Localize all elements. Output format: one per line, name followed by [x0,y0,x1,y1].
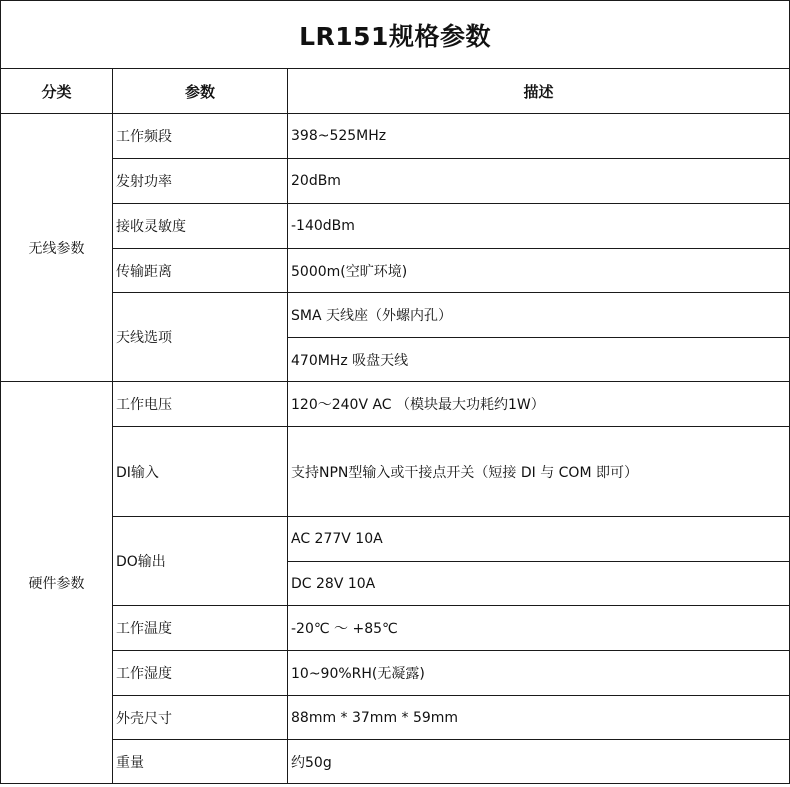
header-param: 参数 [113,69,288,114]
desc-cell: 398~525MHz [288,114,790,159]
param-cell: 天线选项 [113,293,288,382]
category-wireless: 无线参数 [1,114,113,382]
param-cell: 重量 [113,740,288,784]
param-cell: 外壳尺寸 [113,696,288,740]
desc-cell: 120～240V AC （模块最大功耗约1W） [288,382,790,427]
table-row [1,696,790,740]
table-row [1,517,790,562]
table-row [1,427,790,517]
desc-cell: 10~90%RH(无凝露) [288,651,790,696]
desc-cell: DC 28V 10A [288,562,790,606]
title-row [1,1,790,69]
desc-cell: 20dBm [288,159,790,204]
table-row [1,651,790,696]
desc-cell: 470MHz 吸盘天线 [288,338,790,382]
param-cell: 接收灵敏度 [113,204,288,249]
desc-cell: 支持NPN型输入或干接点开关（短接 DI 与 COM 即可） [288,427,790,517]
header-desc: 描述 [288,69,790,114]
table-row [1,382,790,427]
param-cell: 工作频段 [113,114,288,159]
desc-cell: 约50g [288,740,790,784]
table-row [1,606,790,651]
param-cell: 工作温度 [113,606,288,651]
param-cell: 传输距离 [113,249,288,293]
table-row [1,249,790,293]
table-row [1,740,790,784]
param-cell: 发射功率 [113,159,288,204]
table-title: LR151规格参数 [1,1,790,69]
param-cell: DO输出 [113,517,288,606]
header-category: 分类 [1,69,113,114]
param-cell: 工作湿度 [113,651,288,696]
param-cell: 工作电压 [113,382,288,427]
table-row [1,114,790,159]
desc-cell: 5000m(空旷环境) [288,249,790,293]
desc-cell: -140dBm [288,204,790,249]
table-row [1,204,790,249]
table-row [1,159,790,204]
desc-cell: 88mm * 37mm * 59mm [288,696,790,740]
category-hardware: 硬件参数 [1,382,113,784]
desc-cell: AC 277V 10A [288,517,790,562]
desc-cell: SMA 天线座（外螺内孔） [288,293,790,338]
param-cell: DI输入 [113,427,288,517]
header-row [1,69,790,114]
desc-cell: -20℃ ～ +85℃ [288,606,790,651]
table-row [1,293,790,338]
